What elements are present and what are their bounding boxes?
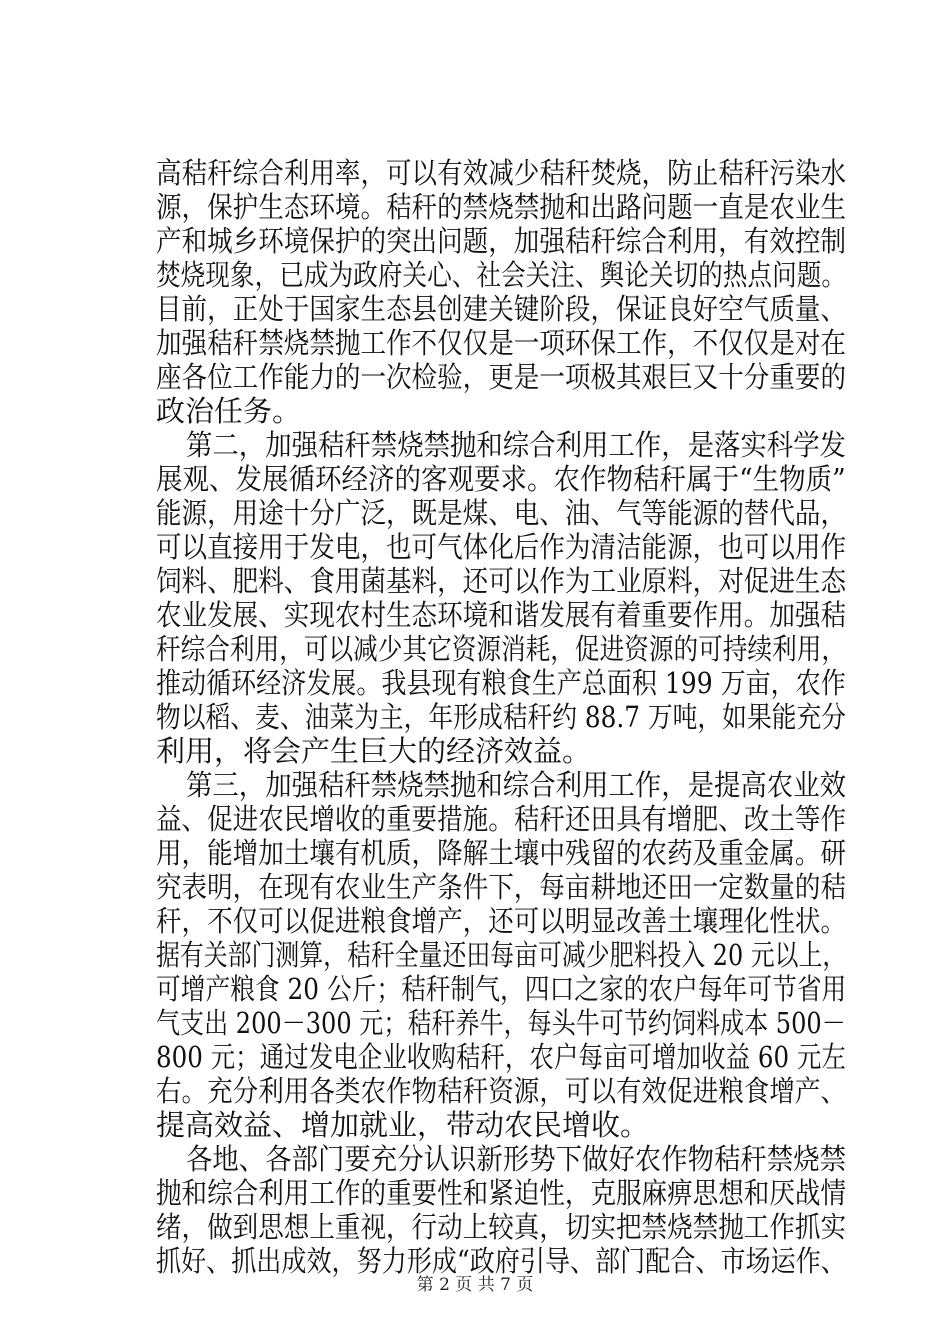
text-line: 焚烧现象，已成为政府关心、社会关注、舆论关切的热点问题。 [156, 258, 847, 292]
text-line: 用，能增加土壤有机质，降解土壤中残留的农药及重金属。研 [156, 836, 847, 870]
text-line: 推动循环经济发展。我县现有粮食生产总面积 199 万亩，农作 [156, 666, 846, 700]
text-line: 政治任务。 [156, 394, 302, 428]
text-line: 农业发展、实现农村生态环境和谐发展有着重要作用。加强秸 [156, 598, 847, 632]
text-line: 秆综合利用，可以减少其它资源消耗，促进资源的可持续利用， [156, 632, 847, 666]
text-line: 右。充分利用各类农作物秸秆资源，可以有效促进粮食增产、 [156, 1074, 847, 1108]
text-line: 抓好、抓出成效，努力形成“政府引导、部门配合、市场运作、 [156, 1244, 846, 1278]
paragraph-start-line: 各地、各部门要充分认识新形势下做好农作物秸秆禁烧禁 [186, 1142, 847, 1176]
text-line: 可增产粮食 20 公斤；秸秆制气，四口之家的农户每年可节省用 [156, 972, 847, 1006]
text-line: 源，保护生态环境。秸秆的禁烧禁抛和出路问题一直是农业生 [156, 190, 847, 224]
text-line: 据有关部门测算，秸秆全量还田每亩可减少肥料投入 20 元以上， [156, 938, 847, 972]
text-line: 利用，将会产生巨大的经济效益。 [156, 734, 592, 768]
text-line: 物以稻、麦、油菜为主，年形成秸秆约 88.7 万吨，如果能充分 [156, 700, 847, 734]
text-line: 秆，不仅可以促进粮食增产，还可以明显改善土壤理化性状。 [156, 904, 847, 938]
text-line: 饲料、肥料、食用菌基料，还可以作为工业原料，对促进生态 [156, 564, 847, 598]
text-line: 座各位工作能力的一次检验，更是一项极其艰巨又十分重要的 [156, 360, 847, 394]
page-number-footer: 第 2 页 共 7 页 [416, 1275, 534, 1295]
text-line: 目前，正处于国家生态县创建关键阶段，保证良好空气质量、 [156, 292, 847, 326]
text-line: 抛和综合利用工作的重要性和紧迫性，克服麻痹思想和厌战情 [156, 1176, 847, 1210]
text-line: 益、促进农民增收的重要措施。秸秆还田具有增肥、改土等作 [156, 802, 847, 836]
text-line: 产和城乡环境保护的突出问题，加强秸秆综合利用，有效控制 [156, 224, 847, 258]
text-line: 800 元；通过发电企业收购秸秆，农户每亩可增加收益 60 元左 [156, 1040, 846, 1074]
text-line: 提高效益、增加就业，带动农民增收。 [156, 1108, 650, 1142]
paragraph-start-line: 第三，加强秸秆禁烧禁抛和综合利用工作，是提高农业效 [186, 768, 847, 802]
text-line: 气支出 200－300 元；秸秆养牛，每头牛可节约饲料成本 500－ [156, 1006, 846, 1040]
text-line: 究表明，在现有农业生产条件下，每亩耕地还田一定数量的秸 [156, 870, 847, 904]
text-line: 加强秸秆禁烧禁抛工作不仅仅是一项环保工作，不仅仅是对在 [156, 326, 847, 360]
text-line: 能源，用途十分广泛，既是煤、电、油、气等能源的替代品， [156, 496, 847, 530]
text-line: 可以直接用于发电，也可气体化后作为清洁能源，也可以用作 [156, 530, 847, 564]
text-line: 绪，做到思想上重视，行动上较真，切实把禁烧禁抛工作抓实 [156, 1210, 847, 1244]
text-line: 高秸秆综合利用率，可以有效减少秸秆焚烧，防止秸秆污染水 [156, 156, 847, 190]
paragraph-start-line: 第二，加强秸秆禁烧禁抛和综合利用工作，是落实科学发 [186, 428, 847, 462]
text-line: 展观、发展循环经济的客观要求。农作物秸秆属于“生物质” [156, 462, 846, 496]
